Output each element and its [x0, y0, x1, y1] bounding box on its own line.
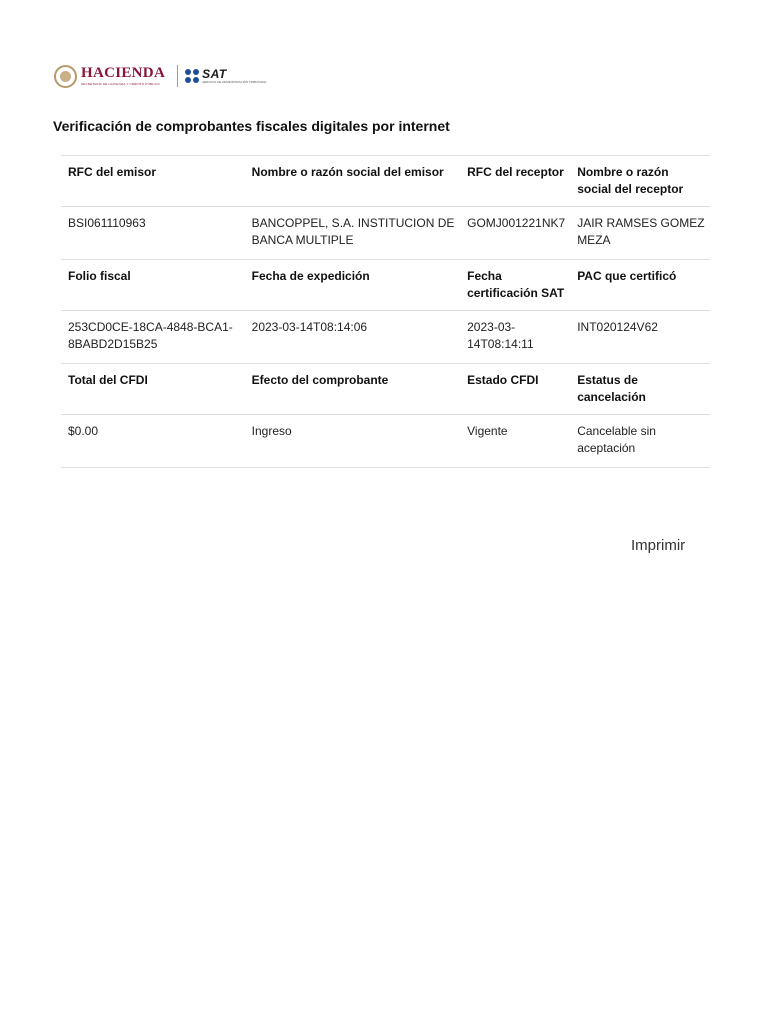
header-efecto: Efecto del comprobante	[245, 364, 460, 415]
value-nombre-emisor: BANCOPPEL, S.A. INSTITUCION DE BANCA MULTIPLE	[245, 207, 460, 260]
print-button[interactable]: Imprimir	[631, 537, 686, 554]
table-row	[61, 207, 710, 260]
table-header-row	[61, 260, 710, 311]
sat-logo-text: SAT	[202, 67, 227, 81]
table-row	[61, 311, 710, 364]
value-fecha-certificacion: 2023-03-14T08:14:11	[460, 311, 570, 364]
header-estado-cfdi: Estado CFDI	[460, 364, 570, 415]
header-nombre-receptor: Nombre o razón social del receptor	[570, 156, 710, 207]
sat-logo-subtitle: SERVICIO DE ADMINISTRACIÓN TRIBUTARIA	[202, 80, 267, 84]
header-fecha-certificacion: Fecha certificación SAT	[460, 260, 570, 311]
sat-logo	[185, 68, 266, 84]
value-nombre-receptor: JAIR RAMSES GOMEZ MEZA	[570, 207, 710, 260]
value-rfc-emisor: BSI061110963	[61, 207, 245, 260]
value-fecha-expedicion: 2023-03-14T08:14:06	[245, 311, 460, 364]
value-folio-fiscal: 253CD0CE-18CA-4848-BCA1-8BABD2D15B25	[61, 311, 245, 364]
value-pac: INT020124V62	[570, 311, 710, 364]
page-header	[54, 60, 266, 92]
value-efecto: Ingreso	[245, 415, 460, 468]
header-pac: PAC que certificó	[570, 260, 710, 311]
header-fecha-expedicion: Fecha de expedición	[245, 260, 460, 311]
value-estatus-cancelacion: Cancelable sin aceptación	[570, 415, 710, 468]
header-folio-fiscal: Folio fiscal	[61, 260, 245, 311]
header-rfc-emisor: RFC del emisor	[61, 156, 245, 207]
header-nombre-emisor: Nombre o razón social del emisor	[245, 156, 460, 207]
value-estado-cfdi: Vigente	[460, 415, 570, 468]
hacienda-logo-text: HACIENDA	[81, 65, 166, 81]
hacienda-logo-subtitle: SECRETARÍA DE HACIENDA Y CRÉDITO PÚBLICO	[81, 82, 160, 86]
table-row	[61, 415, 710, 468]
coat-of-arms-icon	[54, 65, 77, 88]
hacienda-logo	[54, 65, 165, 88]
table-header-row	[61, 156, 710, 207]
value-total-cfdi: $0.00	[61, 415, 245, 468]
sat-dots-icon	[185, 69, 199, 83]
table-header-row	[61, 364, 710, 415]
header-rfc-receptor: RFC del receptor	[460, 156, 570, 207]
logo-divider	[177, 65, 178, 87]
header-estatus-cancelacion: Estatus de cancelación	[570, 364, 710, 415]
value-rfc-receptor: GOMJ001221NK7	[460, 207, 570, 260]
cfdi-verification-table	[61, 155, 710, 468]
page-title: Verificación de comprobantes fiscales digitales por internet	[53, 118, 450, 134]
header-total-cfdi: Total del CFDI	[61, 364, 245, 415]
